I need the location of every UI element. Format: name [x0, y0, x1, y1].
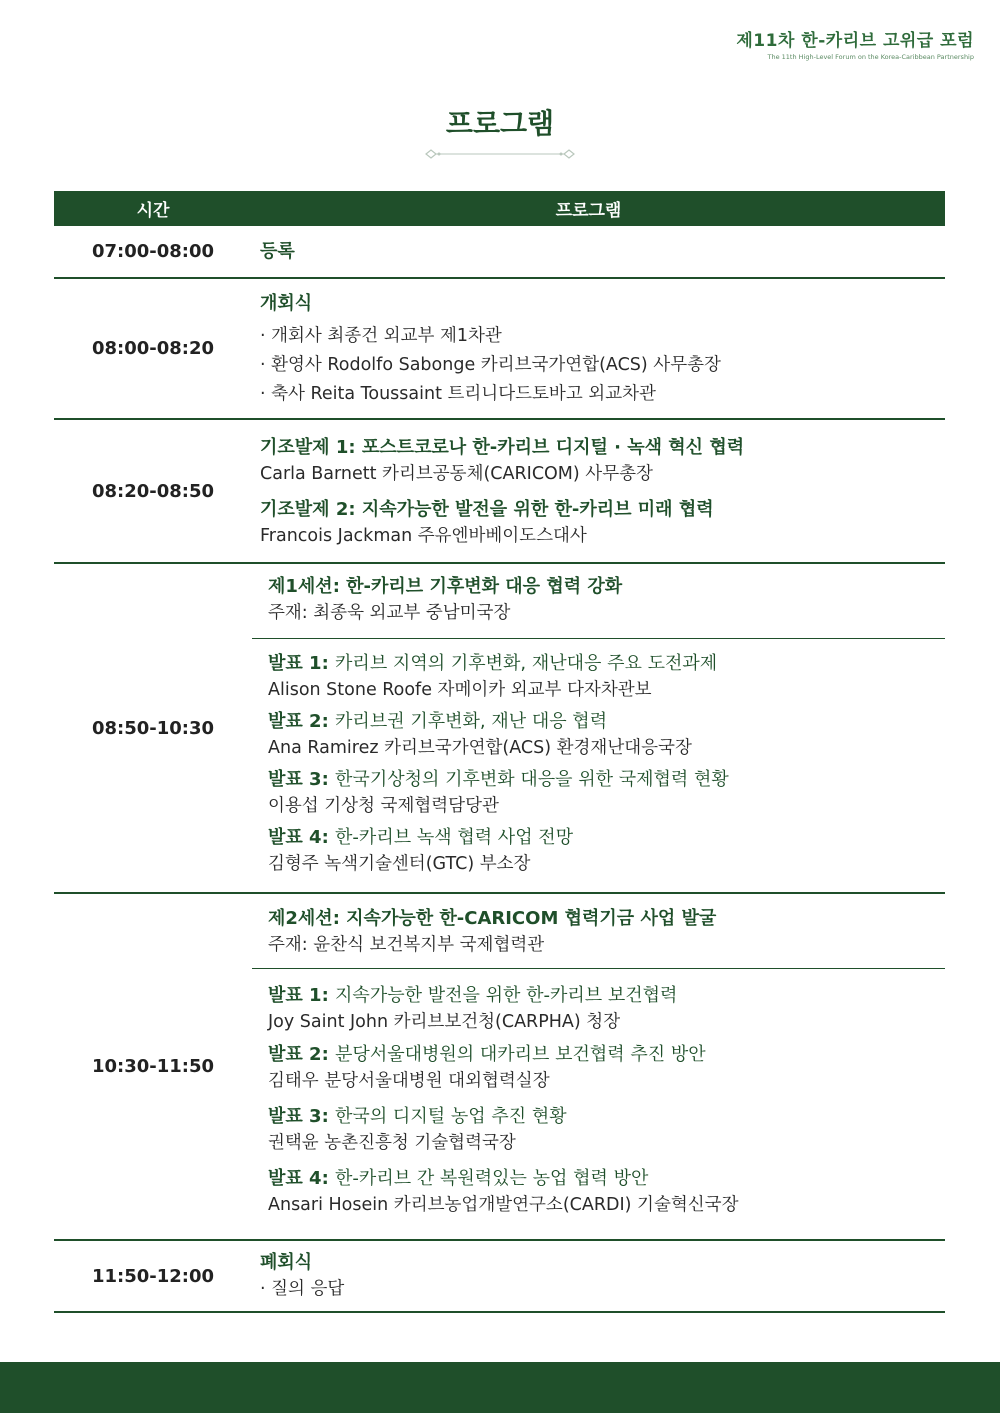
program-table	[54, 191, 945, 1313]
row-time: 07:00-08:00	[91, 241, 215, 262]
talk-item	[268, 1042, 945, 1094]
session-label: 제2세션:	[268, 908, 340, 929]
keynote-2-title	[260, 497, 945, 523]
session-chair: 주재: 윤찬식 보건복지부 국제협력관	[268, 935, 545, 955]
talk-topic: 한-카리브 간 복원력있는 농업 협력 방안	[335, 1168, 649, 1189]
forum-title: 제11차 한-카리브 고위급 포럼	[736, 31, 974, 51]
row-time: 08:50-10:30	[91, 717, 215, 739]
talk-topic: 지속가능한 발전을 위한 한-카리브 보건협력	[335, 985, 678, 1006]
forum-subtitle: The 11th High-Level Forum on the Korea-Caribbean Partnership	[767, 53, 974, 61]
talk-topic: 한-카리브 녹색 협력 사업 전망	[335, 827, 574, 848]
header-time: 시간	[136, 201, 170, 221]
session-chair: 주재: 최종욱 외교부 중남미국장	[268, 603, 511, 623]
talk-item	[268, 825, 945, 877]
session-title	[268, 574, 945, 600]
row-time: 10:30-11:50	[91, 1056, 215, 1077]
talk-topic: 한국기상청의 기후변화 대응을 위한 국제협력 현황	[335, 769, 729, 790]
title-ornament-icon	[424, 147, 576, 161]
talk-speaker: 이용섭 기상청 국제협력담당관	[268, 796, 499, 816]
talk-topic: 한국의 디지털 농업 추진 현황	[335, 1106, 567, 1127]
forum-brand	[736, 26, 974, 61]
talk-label: 발표 3:	[268, 769, 329, 790]
talk-speaker: 권택윤 농촌진흥청 기술협력국장	[268, 1133, 516, 1153]
list-item: · 질의 응답	[260, 1279, 345, 1299]
footer-bar	[0, 1362, 1000, 1413]
row-title: 등록	[260, 240, 295, 262]
list-item: · 축사 Reita Toussaint 트리니다드토바고 외교차관	[260, 384, 656, 404]
keynote-label: 기조발제 1:	[260, 437, 356, 458]
talk-topic: 카리브권 기후변화, 재난 대응 협력	[335, 711, 608, 732]
keynote-label: 기조발제 2:	[260, 499, 356, 520]
session-topic: 지속가능한 한-CARICOM 협력기금 사업 발굴	[346, 908, 717, 929]
talk-speaker: Ansari Hosein 카리브농업개발연구소(CARDI) 기술혁신국장	[268, 1195, 739, 1215]
talk-speaker: Alison Stone Roofe 자메이카 외교부 다자차관보	[268, 680, 652, 700]
table-row	[54, 226, 945, 279]
row-title: 폐회식	[260, 1252, 313, 1273]
talk-topic: 카리브 지역의 기후변화, 재난대응 주요 도전과제	[335, 653, 718, 674]
talk-label: 발표 2:	[268, 711, 329, 732]
page-title: 프로그램	[445, 107, 555, 140]
talk-item	[268, 1104, 945, 1156]
keynote-topic: 지속가능한 발전을 위한 한-카리브 미래 협력	[361, 499, 714, 520]
table-row	[54, 279, 945, 420]
session-title	[268, 906, 945, 932]
keynote-topic: 포스트코로나 한-카리브 디지털 · 녹색 혁신 협력	[361, 437, 745, 458]
row-title: 개회식	[260, 293, 313, 314]
talk-label: 발표 1:	[268, 653, 329, 674]
table-header	[54, 191, 945, 226]
row-time: 08:20-08:50	[91, 480, 215, 502]
table-row	[54, 420, 945, 564]
talk-item	[268, 709, 945, 761]
talk-item	[268, 1166, 945, 1218]
table-row	[54, 1241, 945, 1313]
talk-speaker: 김형주 녹색기술센터(GTC) 부소장	[268, 854, 531, 874]
keynote-1-title	[260, 435, 945, 461]
talk-label: 발표 1:	[268, 985, 329, 1006]
talk-item	[268, 651, 945, 703]
row-time: 11:50-12:00	[91, 1265, 215, 1287]
talk-item	[268, 767, 945, 819]
keynote-speaker: Francois Jackman 주유엔바베이도스대사	[260, 526, 587, 546]
talk-speaker: 김태우 분당서울대병원 대외협력실장	[268, 1071, 550, 1091]
session-label: 제1세션:	[268, 576, 340, 597]
talk-label: 발표 2:	[268, 1044, 329, 1065]
talk-label: 발표 4:	[268, 1168, 329, 1189]
table-row	[54, 894, 945, 1241]
list-item: · 환영사 Rodolfo Sabonge 카리브국가연합(ACS) 사무총장	[260, 355, 721, 375]
row-time: 08:00-08:20	[91, 338, 215, 359]
session-topic: 한-카리브 기후변화 대응 협력 강화	[346, 576, 623, 597]
talk-label: 발표 3:	[268, 1106, 329, 1127]
keynote-speaker: Carla Barnett 카리브공동체(CARICOM) 사무총장	[260, 464, 653, 484]
talk-label: 발표 4:	[268, 827, 329, 848]
talk-topic: 분당서울대병원의 대카리브 보건협력 추진 방안	[335, 1044, 706, 1065]
list-item: · 개회사 최종건 외교부 제1차관	[260, 326, 502, 346]
table-row	[54, 564, 945, 894]
talk-speaker: Ana Ramirez 카리브국가연합(ACS) 환경재난대응국장	[268, 738, 692, 758]
talk-speaker: Joy Saint John 카리브보건청(CARPHA) 청장	[268, 1012, 621, 1032]
talk-item	[268, 983, 945, 1035]
header-program: 프로그램	[555, 201, 622, 221]
